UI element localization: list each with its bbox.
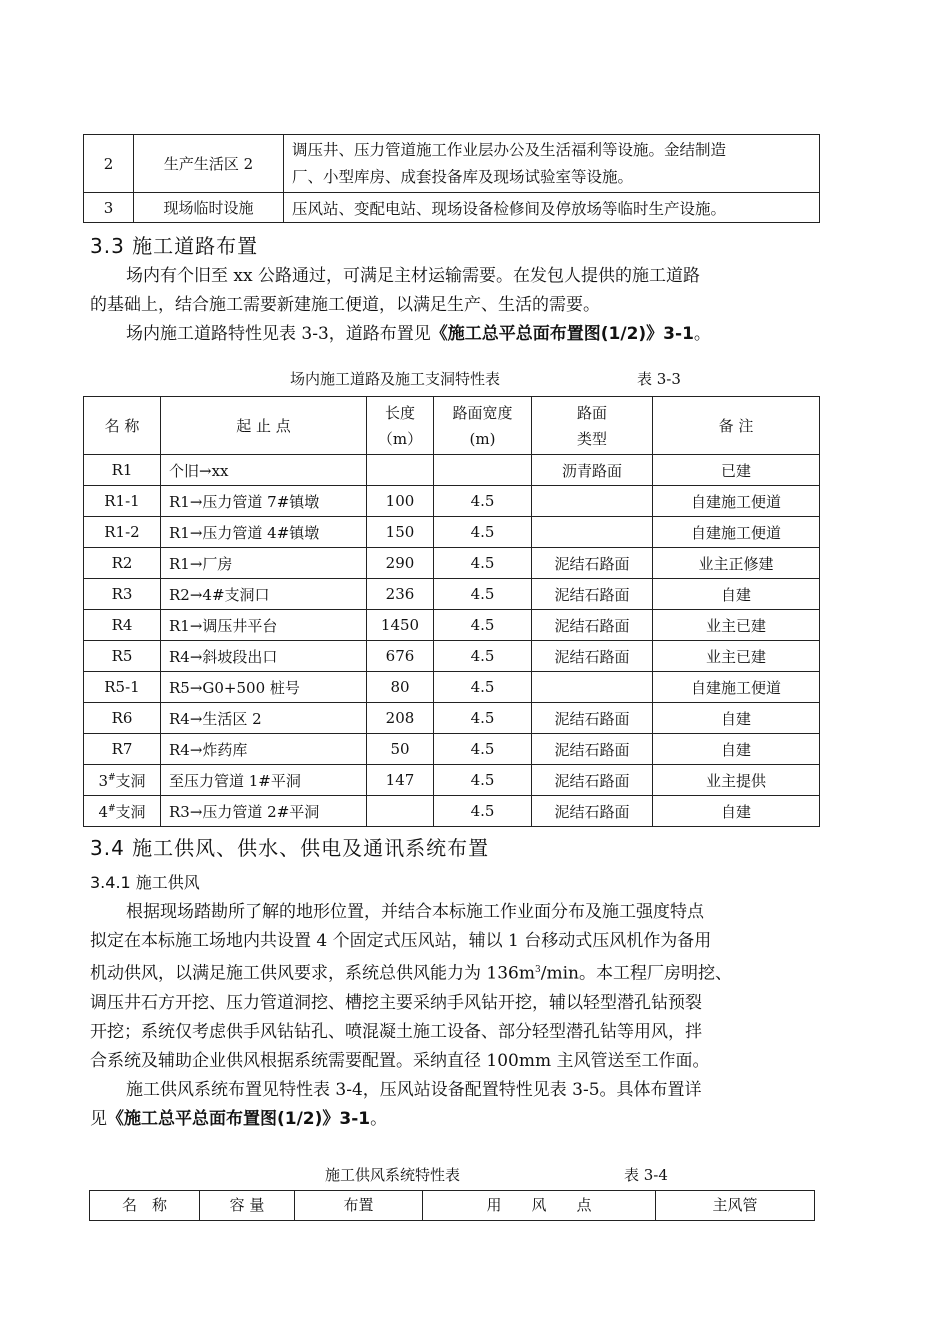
road-note: 业主已建 (653, 610, 820, 641)
table-row (84, 641, 820, 672)
road-width: 4.5 (434, 486, 532, 517)
text-line: 拟定在本标施工场地内共设置 4 个固定式压风站，辅以 1 台移动式压风机作为备用 (90, 931, 712, 951)
road-route: R3→压力管道 2#平洞 (161, 796, 367, 827)
road-route: R4→生活区 2 (161, 703, 367, 734)
table-row (84, 455, 820, 486)
air-supply-table (89, 1190, 815, 1221)
text-line: 的基础上，结合施工需要新建施工便道，以满足生产、生活的需要。 (90, 295, 600, 315)
col-header-layout: 布置 (295, 1191, 423, 1221)
text-line (90, 320, 830, 349)
road-type: 沥青路面 (532, 455, 653, 486)
road-note: 自建 (653, 703, 820, 734)
road-name: R6 (84, 703, 161, 734)
text-span: 场内施工道路特性见表 3-3，道路布置见 (126, 324, 431, 344)
name-part: 支洞 (115, 771, 146, 790)
text-line (90, 1105, 830, 1134)
road-length: 208 (367, 703, 434, 734)
area-name: 生产生活区 2 (134, 135, 284, 193)
section-heading: 3.3 施工道路布置 (90, 234, 259, 258)
road-width: 4.5 (434, 734, 532, 765)
col-header-length (367, 397, 434, 455)
road-length (367, 455, 434, 486)
road-route: R4→炸药库 (161, 734, 367, 765)
road-name: R3 (84, 579, 161, 610)
road-width: 4.5 (434, 672, 532, 703)
table-row (84, 734, 820, 765)
superscript: 3 (534, 965, 541, 975)
text-span: 见 (90, 1108, 107, 1129)
road-note: 自建施工便道 (653, 486, 820, 517)
table-row (84, 610, 820, 641)
road-note: 业主提供 (653, 765, 820, 796)
header-line: 路面宽度 (452, 403, 513, 422)
road-type: 泥结石路面 (532, 548, 653, 579)
row-number: 2 (84, 135, 134, 193)
road-name: R7 (84, 734, 161, 765)
header-line: 类型 (576, 429, 607, 448)
table-caption: 施工供风系统特性表 (325, 1166, 461, 1184)
header-line: 路面 (576, 403, 607, 422)
table-caption: 场内施工道路及施工支洞特性表 (290, 370, 501, 388)
text-span: 机动供风，以满足施工供风要求，系统总供风能力为 136m (90, 963, 535, 984)
paragraph (90, 898, 830, 1134)
area-description: 压风站、变配电站、现场设备检修间及停放场等临时生产设施。 (284, 193, 820, 223)
col-header-points: 用 风 点 (423, 1191, 656, 1221)
facilities-table (83, 134, 820, 223)
text-line: 根据现场踏勘所了解的地形位置，并结合本标施工作业面分布及施工强度特点 (126, 902, 704, 922)
name-sup: # (107, 803, 116, 814)
col-header-name: 名 称 (84, 397, 161, 455)
road-characteristics-table (83, 396, 820, 827)
text-line: 合系统及辅助企业供风根据系统需要配置。采纳直径 100mm 主风管送至工作面。 (90, 1050, 710, 1071)
table-number: 表 3-4 (624, 1166, 668, 1184)
road-route: 个旧→xx (161, 455, 367, 486)
road-type: 泥结石路面 (532, 610, 653, 641)
table-row (84, 672, 820, 703)
road-name (84, 765, 161, 796)
road-type: 泥结石路面 (532, 734, 653, 765)
road-type (532, 486, 653, 517)
section-heading: 3.4 施工供风、供水、供电及通讯系统布置 (90, 836, 490, 860)
col-header-route: 起 止 点 (161, 397, 367, 455)
road-type: 泥结石路面 (532, 765, 653, 796)
road-route: R4→斜坡段出口 (161, 641, 367, 672)
text-span: 。 (693, 324, 711, 344)
table-row (84, 193, 820, 223)
road-width: 4.5 (434, 610, 532, 641)
text-line: 开挖；系统仅考虑供手风钻钻孔、喷混凝土施工设备、部分轻型潜孔钻等用风，拌 (90, 1021, 702, 1042)
name-sup: # (107, 772, 116, 783)
road-length: 147 (367, 765, 434, 796)
road-name: R5 (84, 641, 161, 672)
road-route: R1→厂房 (161, 548, 367, 579)
road-length (367, 796, 434, 827)
text-line: 施工供风系统布置见特性表 3-4，压风站设备配置特性见表 3-5。具体布置详 (126, 1079, 702, 1100)
road-type (532, 672, 653, 703)
road-note: 自建施工便道 (653, 672, 820, 703)
road-name: R4 (84, 610, 161, 641)
table-row (84, 703, 820, 734)
text-span: /min。本工程厂房明挖、 (540, 963, 732, 984)
road-name (84, 796, 161, 827)
road-route: R1→压力管道 7#镇墩 (161, 486, 367, 517)
road-name: R5-1 (84, 672, 161, 703)
text-span: 。 (370, 1108, 388, 1129)
road-width: 4.5 (434, 517, 532, 548)
road-route: R5→G0+500 桩号 (161, 672, 367, 703)
road-route: R2→4#支洞口 (161, 579, 367, 610)
road-type: 泥结石路面 (532, 796, 653, 827)
header-line: (m) (469, 429, 496, 448)
name-part: 4 (98, 802, 108, 821)
table-row (84, 579, 820, 610)
road-width: 4.5 (434, 765, 532, 796)
col-header-name: 名 称 (90, 1191, 200, 1221)
road-route: 至压力管道 1#平洞 (161, 765, 367, 796)
road-width: 4.5 (434, 703, 532, 734)
name-part: 支洞 (115, 802, 146, 821)
road-length: 100 (367, 486, 434, 517)
table-row (84, 765, 820, 796)
area-name: 现场临时设施 (134, 193, 284, 223)
road-width: 4.5 (434, 548, 532, 579)
road-route: R1→调压井平台 (161, 610, 367, 641)
name-part: 3 (98, 771, 108, 790)
road-type (532, 517, 653, 548)
header-line: 长度 (384, 403, 415, 422)
road-width (434, 455, 532, 486)
road-name: R1-2 (84, 517, 161, 548)
road-note: 自建 (653, 734, 820, 765)
desc-line: 调压井、压力管道施工作业层办公及生活福利等设施。金结制造 (292, 140, 727, 159)
road-note: 业主正修建 (653, 548, 820, 579)
table-header-row (84, 397, 820, 455)
col-header-capacity: 容 量 (200, 1191, 295, 1221)
road-note: 自建 (653, 796, 820, 827)
paragraph (90, 262, 830, 349)
table-row (84, 135, 820, 193)
drawing-reference: 《施工总平总面布置图(1/2)》3-1 (107, 1108, 371, 1129)
road-length: 50 (367, 734, 434, 765)
col-header-main-pipe: 主风管 (656, 1191, 815, 1221)
road-length: 80 (367, 672, 434, 703)
desc-line: 厂、小型库房、成套投备库及现场试验室等设施。 (292, 167, 634, 186)
table-number: 表 3-3 (637, 370, 681, 388)
row-number: 3 (84, 193, 134, 223)
road-type: 泥结石路面 (532, 641, 653, 672)
col-header-type (532, 397, 653, 455)
table-row (84, 486, 820, 517)
road-name: R1 (84, 455, 161, 486)
road-type: 泥结石路面 (532, 703, 653, 734)
table-row (84, 517, 820, 548)
road-note: 自建 (653, 579, 820, 610)
drawing-reference: 《施工总平总面布置图(1/2)》3-1 (430, 324, 694, 344)
table-row (84, 796, 820, 827)
road-name: R1-1 (84, 486, 161, 517)
col-header-width (434, 397, 532, 455)
road-length: 676 (367, 641, 434, 672)
road-width: 4.5 (434, 796, 532, 827)
road-note: 业主已建 (653, 641, 820, 672)
road-length: 236 (367, 579, 434, 610)
road-note: 自建施工便道 (653, 517, 820, 548)
road-length: 290 (367, 548, 434, 579)
subsection-heading: 3.4.1 施工供风 (90, 873, 200, 892)
header-line: （m） (377, 429, 423, 448)
road-note: 已建 (653, 455, 820, 486)
table-row (84, 548, 820, 579)
text-line: 调压井石方开挖、压力管道洞挖、槽挖主要采纳手风钻开挖，辅以轻型潜孔钻预裂 (90, 992, 702, 1013)
road-length: 1450 (367, 610, 434, 641)
text-line: 场内有个旧至 xx 公路通过，可满足主材运输需要。在发包人提供的施工道路 (126, 266, 700, 286)
road-route: R1→压力管道 4#镇墩 (161, 517, 367, 548)
col-header-note: 备 注 (653, 397, 820, 455)
text-line (90, 956, 830, 989)
road-width: 4.5 (434, 579, 532, 610)
road-width: 4.5 (434, 641, 532, 672)
road-type: 泥结石路面 (532, 579, 653, 610)
area-description (284, 135, 820, 193)
road-name: R2 (84, 548, 161, 579)
table-header-row (90, 1191, 815, 1221)
road-length: 150 (367, 517, 434, 548)
table-body (84, 455, 820, 827)
